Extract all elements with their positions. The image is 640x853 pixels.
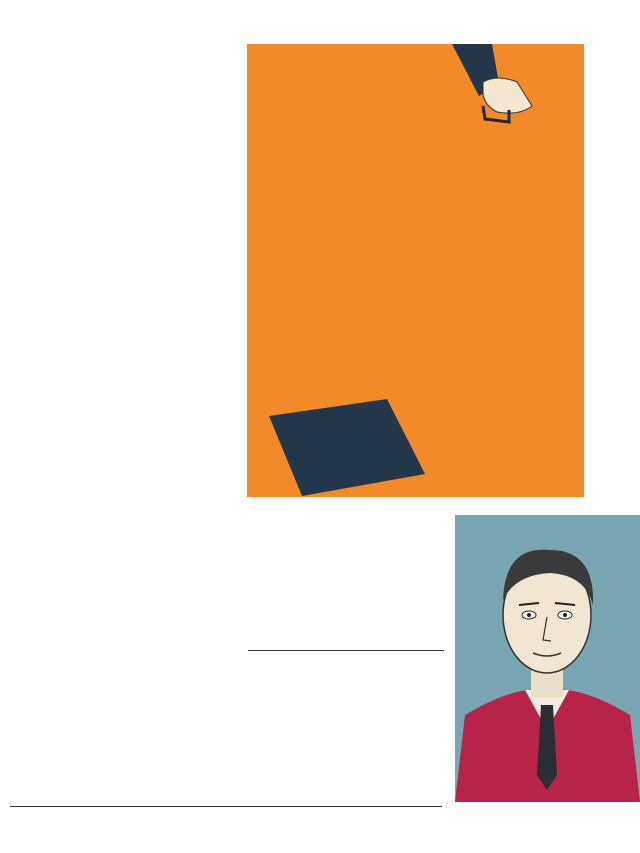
contents-header xyxy=(42,44,232,62)
leadership-illustration xyxy=(455,515,640,802)
career-illustration xyxy=(247,44,584,497)
footer-divider xyxy=(10,806,442,807)
man-portrait-illustration xyxy=(455,515,640,802)
card-folder-illustration xyxy=(247,44,584,497)
footer xyxy=(0,818,640,838)
divider xyxy=(248,650,444,651)
